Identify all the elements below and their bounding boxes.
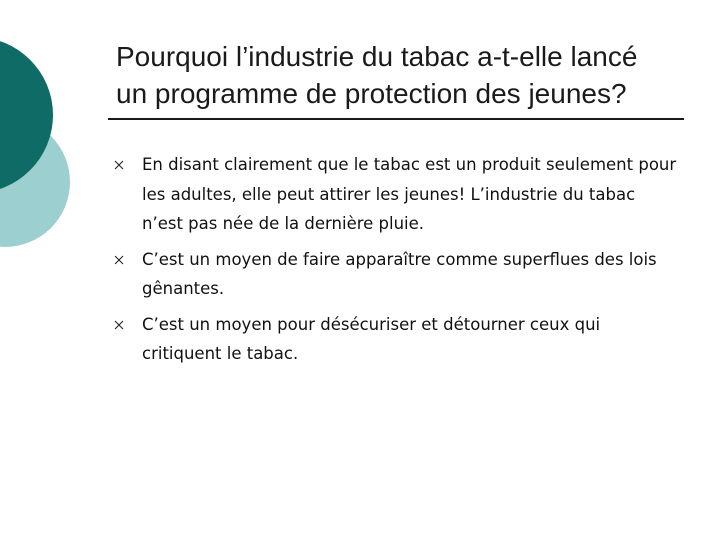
bullet-line: critiquent le tabac. — [142, 344, 299, 363]
bullet-text — [142, 150, 690, 239]
title-divider — [108, 118, 684, 120]
title-line-1: Pourquoi l’industrie du tabac a-t-elle lancé — [116, 41, 638, 72]
bullet-list — [110, 150, 690, 375]
bullet-line: En disant clairement que le tabac est un produit seulement pour — [142, 155, 677, 174]
x-mark-icon — [112, 318, 126, 332]
slide-title — [116, 38, 696, 112]
bullet-line: C’est un moyen pour désécuriser et détourner ceux qui — [142, 314, 601, 334]
bullet-item — [110, 150, 690, 239]
bullet-line: n’est pas née de la dernière pluie. — [142, 214, 425, 233]
bullet-line: C’est un moyen de faire apparaître comme superflues des lois — [142, 249, 657, 269]
bullet-item — [110, 245, 690, 304]
title-line-2: un programme de protection des jeunes? — [116, 78, 627, 109]
bullet-item — [110, 310, 690, 369]
bullet-text — [142, 245, 690, 304]
decorative-circles — [0, 0, 120, 300]
x-mark-icon — [112, 253, 126, 267]
bullet-line: les adultes, elle peut attirer les jeunes! L’industrie du tabac — [142, 184, 636, 204]
bullet-text — [142, 310, 690, 369]
x-mark-icon — [112, 158, 126, 172]
bullet-line: gênantes. — [142, 279, 225, 298]
